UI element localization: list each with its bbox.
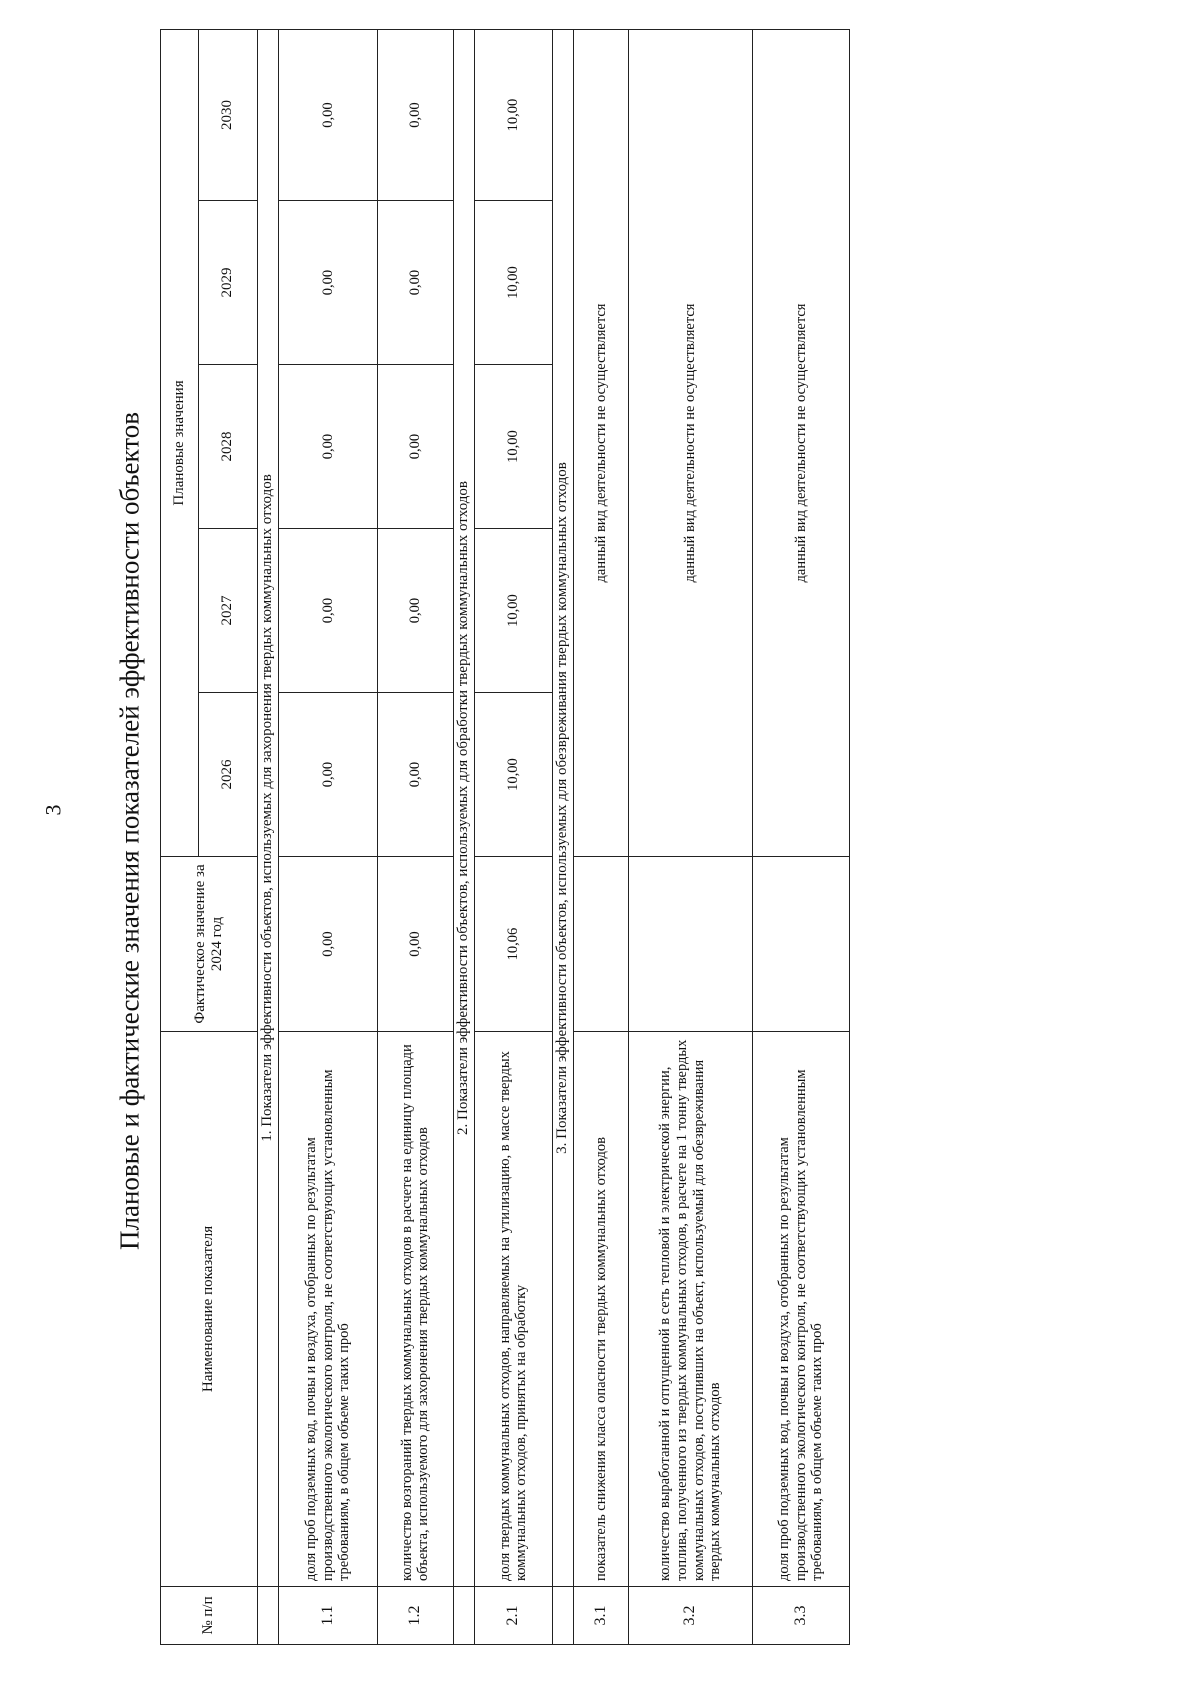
row-plan: 0,00	[279, 201, 378, 365]
row-plan: 0,00	[378, 201, 454, 365]
table-row	[628, 30, 752, 1645]
table-row	[753, 30, 850, 1645]
row-note: данный вид деятельности не осуществляется	[753, 30, 850, 857]
header-year: 2026	[198, 693, 257, 857]
row-plan: 0,00	[279, 529, 378, 693]
table-row	[378, 30, 454, 1645]
row-note: данный вид деятельности не осуществляется	[628, 30, 752, 857]
row-plan: 0,00	[279, 30, 378, 201]
row-num: 3.1	[574, 1587, 629, 1645]
indicators-table-wrapper	[160, 30, 850, 1645]
row-name: доля твердых коммунальных отходов, направляемых на утилизацию, в массе твердых коммунальных отходов, принятых на обработку	[475, 1032, 553, 1587]
section-title: 3. Показатели эффективности объектов, используемых для обезвреживания твердых коммунальных отходов	[552, 30, 573, 1587]
header-year: 2029	[198, 201, 257, 365]
row-plan: 10,00	[475, 365, 553, 529]
row-plan: 10,00	[475, 30, 553, 201]
row-name: количество выработанной и отпущенной в сеть тепловой и электрической энергии, топлива, полученного из твердых коммунальных отходов, в расчете на 1 тонну твердых коммунальных отходов, поступивших на объект, используемый для обезвреживания твердых коммунальных отходов	[628, 1032, 752, 1587]
row-fact: 0,00	[279, 857, 378, 1032]
row-num: 3.3	[753, 1587, 850, 1645]
row-plan: 10,00	[475, 693, 553, 857]
row-plan: 10,00	[475, 201, 553, 365]
row-plan: 0,00	[378, 30, 454, 201]
section-title: 2. Показатели эффективности объектов, используемых для обработки твердых коммунальных отходов	[453, 30, 474, 1587]
row-num: 3.2	[628, 1587, 752, 1645]
row-name: показатель снижения класса опасности твердых коммунальных отходов	[574, 1032, 629, 1587]
header-num: № п/п	[161, 1587, 258, 1645]
row-plan: 0,00	[378, 529, 454, 693]
header-year: 2030	[198, 30, 257, 201]
header-row-1	[161, 30, 199, 1645]
table-row	[574, 30, 629, 1645]
indicators-table	[160, 29, 850, 1645]
header-plan: Плановые значения	[161, 30, 199, 857]
row-plan: 0,00	[279, 365, 378, 529]
header-year: 2027	[198, 529, 257, 693]
section-title: 1. Показатели эффективности объектов, используемых для захоронения твердых коммунальных отходов	[257, 30, 278, 1587]
header-fact: Фактическое значение за 2024 год	[161, 857, 258, 1032]
row-num: 2.1	[475, 1587, 553, 1645]
document-title: Плановые и фактические значения показателей эффективности объектов	[114, 412, 145, 1250]
row-name: доля проб подземных вод, почвы и воздуха, отобранных по результатам производственного экологического контроля, не соответствующих установленным требованиям, в общем объеме таких проб	[279, 1032, 378, 1587]
row-plan: 0,00	[279, 693, 378, 857]
row-fact: 0,00	[378, 857, 454, 1032]
row-plan: 10,00	[475, 529, 553, 693]
table-row	[475, 30, 553, 1645]
row-name: количество возгораний твердых коммунальных отходов в расчете на единицу площади объекта, используемого для захоронения твердых коммунальных отходов	[378, 1032, 454, 1587]
page-number: 3	[40, 804, 66, 816]
header-year: 2028	[198, 365, 257, 529]
row-note: данный вид деятельности не осуществляется	[574, 30, 629, 857]
row-plan: 0,00	[378, 693, 454, 857]
section-row	[552, 30, 573, 1645]
row-plan: 0,00	[378, 365, 454, 529]
row-num: 1.1	[279, 1587, 378, 1645]
header-name: Наименование показателя	[161, 1032, 258, 1587]
row-num: 1.2	[378, 1587, 454, 1645]
section-row	[257, 30, 278, 1645]
row-name: доля проб подземных вод, почвы и воздуха, отобранных по результатам производственного экологического контроля, не соответствующих установленным требованиям, в общем объеме таких проб	[753, 1032, 850, 1587]
table-row	[279, 30, 378, 1645]
section-row	[453, 30, 474, 1645]
row-fact: 10,06	[475, 857, 553, 1032]
